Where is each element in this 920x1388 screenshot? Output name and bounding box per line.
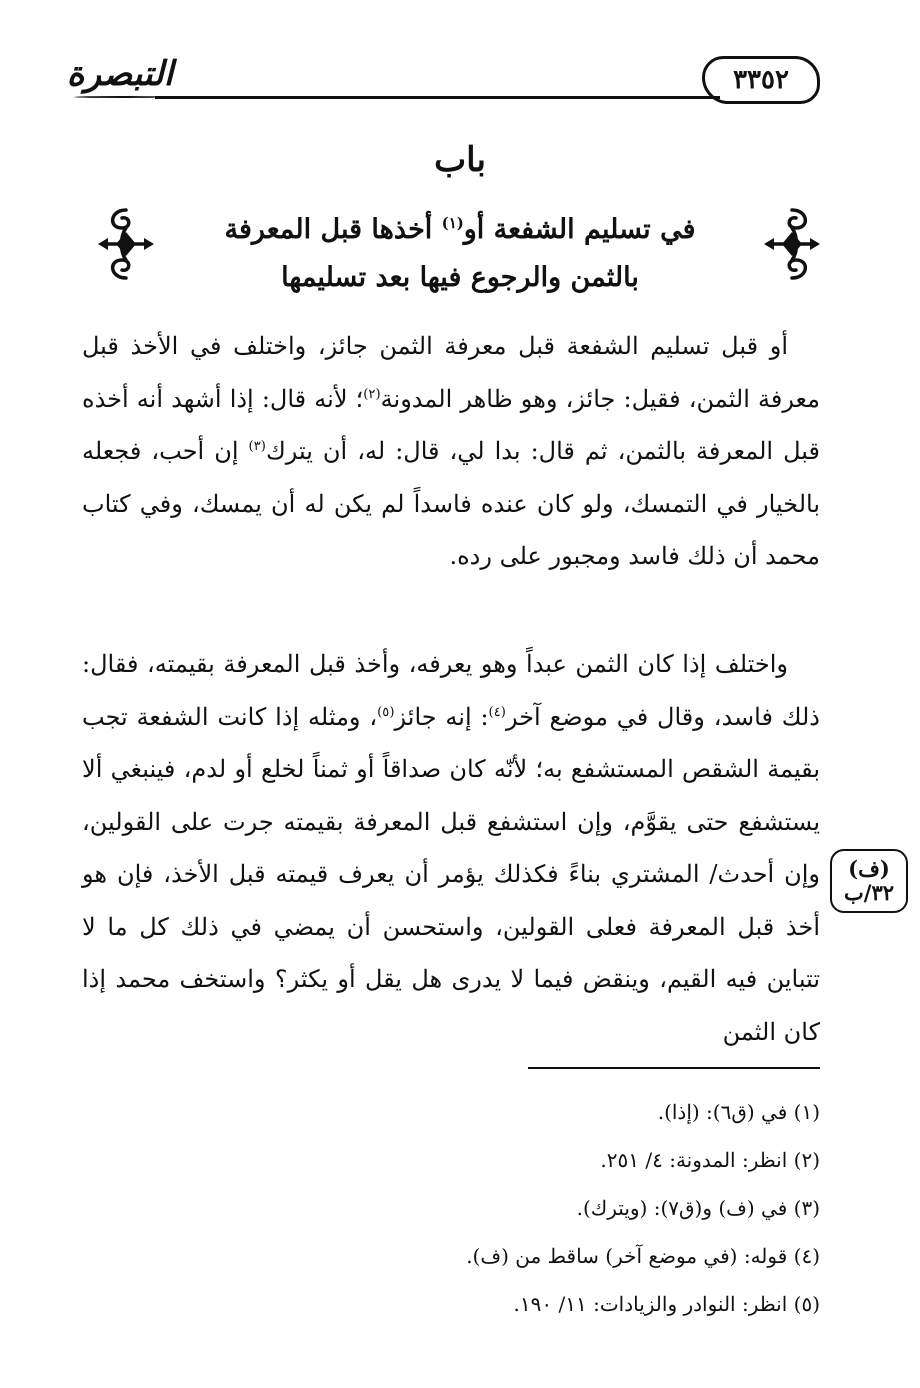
- chapter-title-part-b: أخذها قبل المعرفة: [224, 214, 442, 245]
- paragraph-1-text-a: أو قبل تسليم الشفعة قبل معرفة الثمن جائز، واختلف في الأخذ قبل معرفة الثمن، فقيل: جائز، وهو ظاهر المدونة: [82, 332, 820, 413]
- ornament-left-icon: [96, 204, 156, 284]
- page-number: ٣٣٥٢: [702, 56, 820, 104]
- footnotes: [82, 1088, 820, 1328]
- header-rule: [155, 96, 720, 99]
- book-title: التبصرة: [60, 52, 180, 96]
- paragraph-2-text-c: ، ومثله إذا كانت الشفعة تجب بقيمة الشقص المستشفع به؛ لأنّه كان صداقاً أو ثمناً لخلع أو لدم، فينبغي ألا يستشفع حتى يقوَّم، وإن استشفع قبل المعرفة بقيمته جرت على القولين، وإن أحدث/ المشتري بناءً فكذلك يؤمر أن يعرف قيمته قبل الأخذ، فإن هو أخذ قبل المعرفة فعلى القولين، واستحسن أن يمضي في ذلك كل ما لا تتباين فيه القيم، وينقض فيما لا يدرى هل يقل أو يكثر؟ واستخف محمد إذا كان الثمن: [82, 702, 821, 1046]
- paragraph-2: [82, 638, 820, 1058]
- paragraph-2-text-b: : إنه جائز: [394, 702, 489, 731]
- footnote-3: (٣) في (ف) و(ق٧): (ويترك).: [576, 1196, 820, 1220]
- footnote-5: (٥) انظر: النوادر والزيادات: ١١/ ١٩٠.: [513, 1292, 820, 1316]
- paragraph-1: [82, 320, 820, 583]
- footnote-ref-5: (٥): [377, 704, 395, 720]
- margin-note-line2: ٣٢/ب: [843, 880, 894, 905]
- footnote-4: (٤) قوله: (في موضع آخر) ساقط من (ف).: [466, 1244, 820, 1268]
- page-header: [60, 48, 820, 108]
- paragraph-1-text-b: ؛ لأنه قال: إذا أشهد أنه أخذه قبل المعرفة بالثمن، ثم قال: بدا لي، قال: له، أن يترك: [82, 384, 820, 465]
- chapter-label: باب: [434, 140, 486, 180]
- ornament-right-icon: [762, 204, 822, 284]
- chapter-title-part-a: في تسليم الشفعة أو: [463, 214, 696, 245]
- footnote-2: (٢) انظر: المدونة: ٤/ ٢٥١.: [600, 1148, 820, 1172]
- manuscript-margin-note: [830, 849, 908, 913]
- paragraph-2-text-a: واختلف إذا كان الثمن عبداً وهو يعرفه، وأخذ قبل المعرفة بقيمته، فقال: ذلك فاسد، وقال في موضع آخر: [82, 650, 820, 731]
- footnote-separator: [528, 1067, 820, 1069]
- chapter-title-line1: [150, 214, 770, 245]
- footnote-1: (١) في (ق٦): (إذا).: [657, 1100, 820, 1124]
- footnote-ref-4: (٤): [488, 704, 506, 720]
- footnote-ref-3: (٣): [248, 439, 266, 454]
- paragraph-1-text-c: إن أحب، فجعله بالخيار في التمسك، ولو كان عنده فاسداً لم يكن له أن يمسك، وفي كتاب محمد أن ذلك فاسد ومجبور على رده.: [82, 437, 820, 570]
- margin-note-line1: (ف): [848, 856, 890, 881]
- chapter-title-line2: بالثمن والرجوع فيها بعد تسليمها: [281, 262, 639, 293]
- footnote-ref-2: (٢): [363, 386, 381, 402]
- footnote-ref-1: (١): [441, 214, 464, 232]
